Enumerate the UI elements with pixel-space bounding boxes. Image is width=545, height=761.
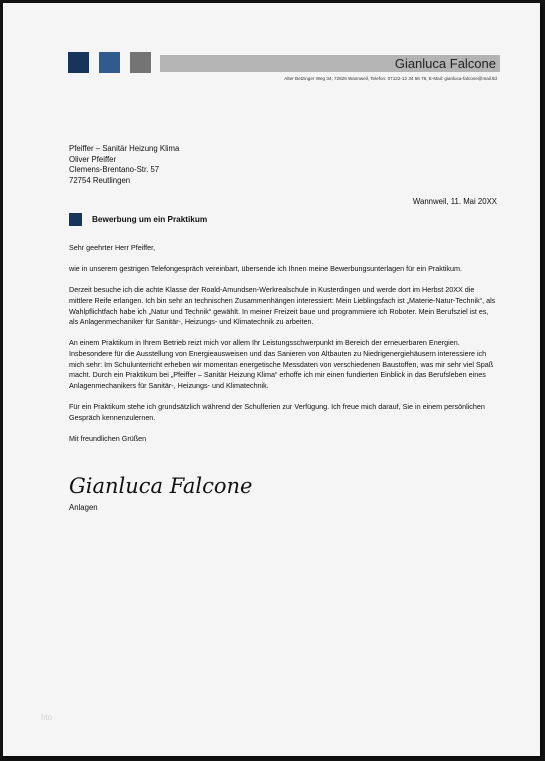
- header-name-bar: [160, 55, 500, 72]
- header-square-blue: [99, 52, 120, 73]
- recipient-company: Pfeiffer – Sanitär Heizung Klima: [69, 144, 180, 153]
- recipient-person: Oliver Pfeiffer: [69, 154, 117, 164]
- paragraph-2: Derzeit besuche ich die achte Klasse der Roald-Amundsen-Werkrealschule in Kusterdingen und werde dort im Herbst 20XX die mittlere Reife erlangen. Ich bin sehr an technischen Zusammenhängen interessiert: Mein Lieblingsfach ist „Materie-Natur-Technik“, als Wahlpflichtfach habe ich „Natur und Technik“ gewählt. In meiner Freizeit baue und programmiere ich Roboter. Mein Berufsziel ist es, als Anlagenmechaniker für Sanitär-, Heizungs- und Klimatechnik zu arbeiten.: [69, 285, 496, 327]
- signature-text: Gianluca Falcone: [69, 474, 253, 498]
- enclosure-note: Anlagen: [69, 503, 98, 512]
- recipient-address: [69, 144, 179, 186]
- letter-subject: Bewerbung um ein Praktikum: [92, 215, 208, 224]
- paragraph-3: An einem Praktikum in Ihrem Betrieb reizt mich vor allem Ihr Leistungsschwerpunkt im Bereich der erneuerbaren Energien. Insbesondere für die Ausstellung von Energieausweisen und das Sanieren von Altbauten zu Niedrigenergiehäusern interessiere ich mich sehr: Im Schulunterricht erheben wir momentan energetische Messdaten von verschiedenen Baustoffen, was mir sehr viel Spaß macht. Durch ein Praktikum bei „Pfeiffer – Sanitär Heizung Klima“ erhoffe ich mir einen fundierten Einblick in das Berufsleben eines Anlagenmechanikers für Sanitär-, Heizungs- und Klimatechnik.: [69, 338, 494, 390]
- recipient-street: Clemens-Brentano-Str. 57: [69, 165, 160, 175]
- letter-page: [3, 3, 540, 756]
- letter-body: [69, 243, 499, 455]
- watermark: hto: [41, 713, 53, 722]
- sender-name: Gianluca Falcone: [394, 56, 496, 71]
- salutation: Sehr geehrter Herr Pfeiffer,: [69, 243, 156, 252]
- header-square-dark-blue: [68, 52, 89, 73]
- letter-date: Wannweil, 11. Mai 20XX: [412, 197, 497, 206]
- header-square-gray: [130, 52, 151, 73]
- subject-square: [69, 213, 82, 226]
- paragraph-1: wie in unserem gestrigen Telefongespräch vereinbart, übersende ich Ihnen meine Bewerbungsunterlagen für ein Praktikum.: [69, 264, 463, 274]
- closing: Mit freundlichen Grüßen: [69, 433, 147, 443]
- sender-contact-line: Alter Betzinger Weg 34, 72826 Wannweil, Telefon: 07122-12 34 56 78, E-Mail: gianluca-falcone@mail.tld: [284, 76, 497, 81]
- recipient-city: 72754 Reutlingen: [69, 175, 131, 185]
- paragraph-4: Für ein Praktikum stehe ich grundsätzlich während der Schulferien zur Verfügung. Ich freue mich darauf, Sie in einem persönlichen Gespräch kennenzulernen.: [69, 401, 485, 422]
- handwritten-signature: [69, 469, 253, 501]
